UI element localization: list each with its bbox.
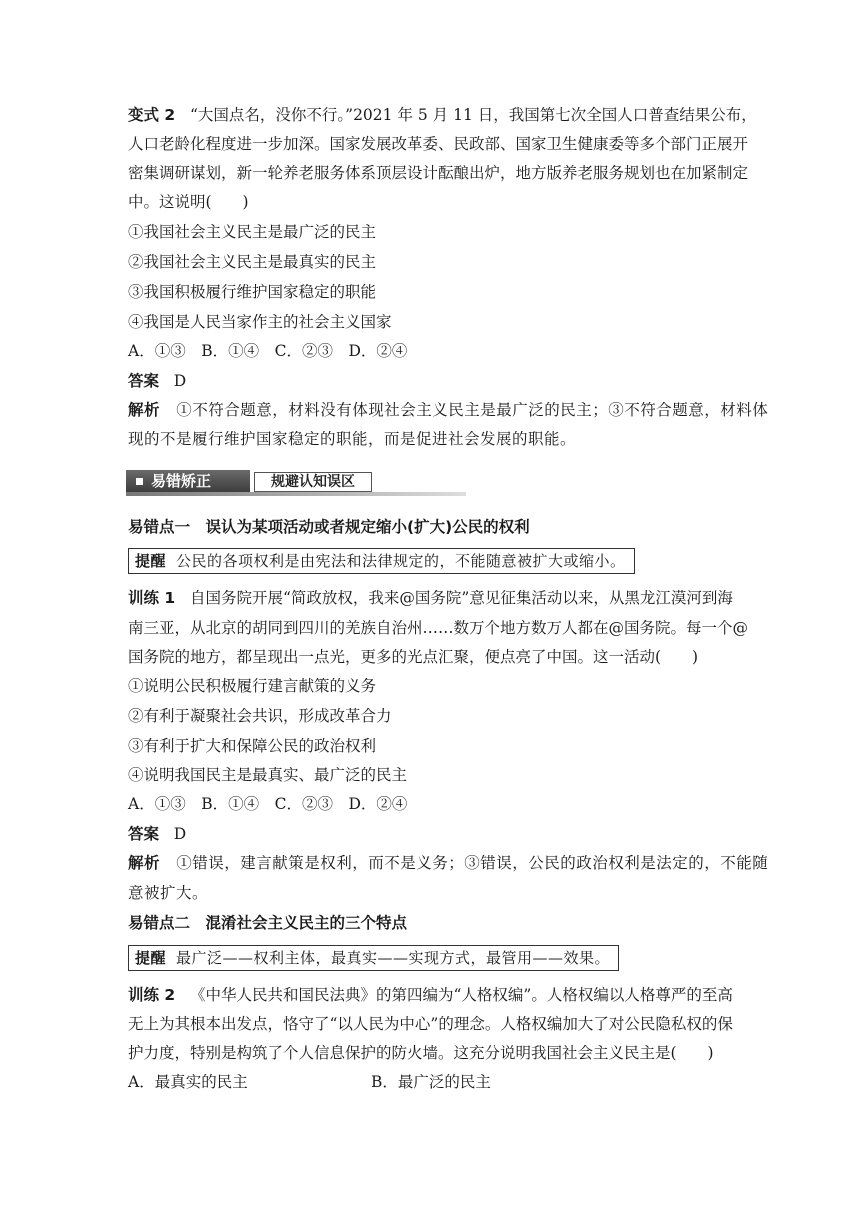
variant2-answer [128, 370, 186, 392]
training2-option-b: B．最广泛的民主 [371, 1073, 491, 1091]
training1-analysis-1: 解析 ①错误，建言献策是权利，而不是义务；③错误，公民的政治权利是法定的，不能随 [128, 854, 769, 872]
hint-label: 提醒 [135, 949, 167, 967]
banner-underline [126, 492, 466, 496]
variant2-label: 变式 2 [128, 106, 176, 124]
variant2-item-2: ②我国社会主义民主是最真实的民主 [128, 253, 377, 271]
training1-answer [128, 823, 186, 845]
answer-value: D [173, 825, 187, 843]
training2-line-2: 无上为其根本出发点，恪守了“以人民为中心”的理念。人格权编加大了对公民隐私权的保 [128, 1015, 733, 1033]
training1-item-3: ③有利于扩大和保障公民的政治权利 [128, 737, 377, 755]
training2-option-a: A．最真实的民主 [128, 1073, 248, 1091]
training1-item-4: ④说明我国民主是最真实、最广泛的民主 [128, 766, 408, 784]
variant2-item-3: ③我国积极履行维护国家稳定的职能 [128, 283, 377, 301]
variant2-line-2: 人口老龄化程度进一步加深。国家发展改革委、民政部、国家卫生健康委等多个部门正展开 [128, 135, 749, 153]
variant2-analysis-1: 解析 ①不符合题意，材料没有体现社会主义民主是最广泛的民主；③不符合题意，材料体 [128, 401, 769, 419]
training1-analysis-2: 意被扩大。 [128, 884, 209, 902]
banner-subtitle: 规避认知误区 [254, 472, 372, 492]
training1-options: A．①③ B．①④ C．②③ D．②④ [128, 795, 408, 813]
variant2-item-1: ①我国社会主义民主是最广泛的民主 [128, 223, 377, 241]
answer-label: 答案 [128, 372, 160, 390]
variant2-analysis-2: 现的不是履行维护国家稳定的职能，而是促进社会发展的职能。 [128, 430, 577, 448]
analysis-label: 解析 [128, 401, 161, 419]
section-banner [126, 470, 466, 496]
training2-line-1: 训练 2 《中华人民共和国民法典》的第四编为“人格权编”。人格权编以人格尊严的至高 [128, 986, 733, 1004]
answer-value: D [173, 372, 187, 390]
variant2-item-4: ④我国是人民当家作主的社会主义国家 [128, 313, 392, 331]
error1-heading: 易错点一 误认为某项活动或者规定缩小(扩大)公民的权利 [128, 518, 530, 536]
variant2-line-4: 中。这说明( ) [128, 193, 249, 211]
training2-label: 训练 2 [128, 986, 176, 1004]
training1-item-1: ①说明公民积极履行建言献策的义务 [128, 677, 377, 695]
answer-label: 答案 [128, 825, 160, 843]
training1-label: 训练 1 [128, 589, 176, 607]
analysis-label: 解析 [128, 854, 161, 872]
training1-item-2: ②有利于凝聚社会共识，形成改革合力 [128, 707, 392, 725]
variant2-line-3: 密集调研谋划，新一轮养老服务体系顶层设计酝酿出炉，地方版养老服务规划也在加紧制定 [128, 164, 749, 182]
error2-heading: 易错点二 混淆社会主义民主的三个特点 [128, 914, 408, 932]
variant2-options: A．①③ B．①④ C．②③ D．②④ [128, 342, 408, 360]
square-bullet-icon [136, 478, 143, 485]
hint-label: 提醒 [135, 552, 167, 570]
error2-hint-box [128, 945, 619, 971]
hint-text: 公民的各项权利是由宪法和法律规定的，不能随意被扩大或缩小。 [176, 552, 626, 570]
variant2-line-1: 变式 2 “大国点名，没你不行。”2021 年 5 月 11 日，我国第七次全国人口普查结果公布， [128, 106, 757, 124]
banner-title: 易错矫正 [126, 470, 250, 492]
training1-line-2: 南三亚，从北京的胡同到四川的羌族自治州……数万个地方数万人都在@国务院。每一个@ [128, 619, 749, 637]
error1-hint-box [128, 548, 635, 574]
hint-text: 最广泛——权利主体，最真实——实现方式，最管用——效果。 [176, 949, 611, 967]
training2-line-3: 护力度，特别是构筑了个人信息保护的防火墙。这充分说明我国社会主义民主是( ) [128, 1044, 714, 1062]
training1-line-1: 训练 1 自国务院开展“简政放权，我来@国务院”意见征集活动以来，从黑龙江漠河到海 [128, 589, 733, 607]
training1-line-3: 国务院的地方，都呈现出一点光，更多的光点汇聚，便点亮了中国。这一活动( ) [128, 648, 699, 666]
